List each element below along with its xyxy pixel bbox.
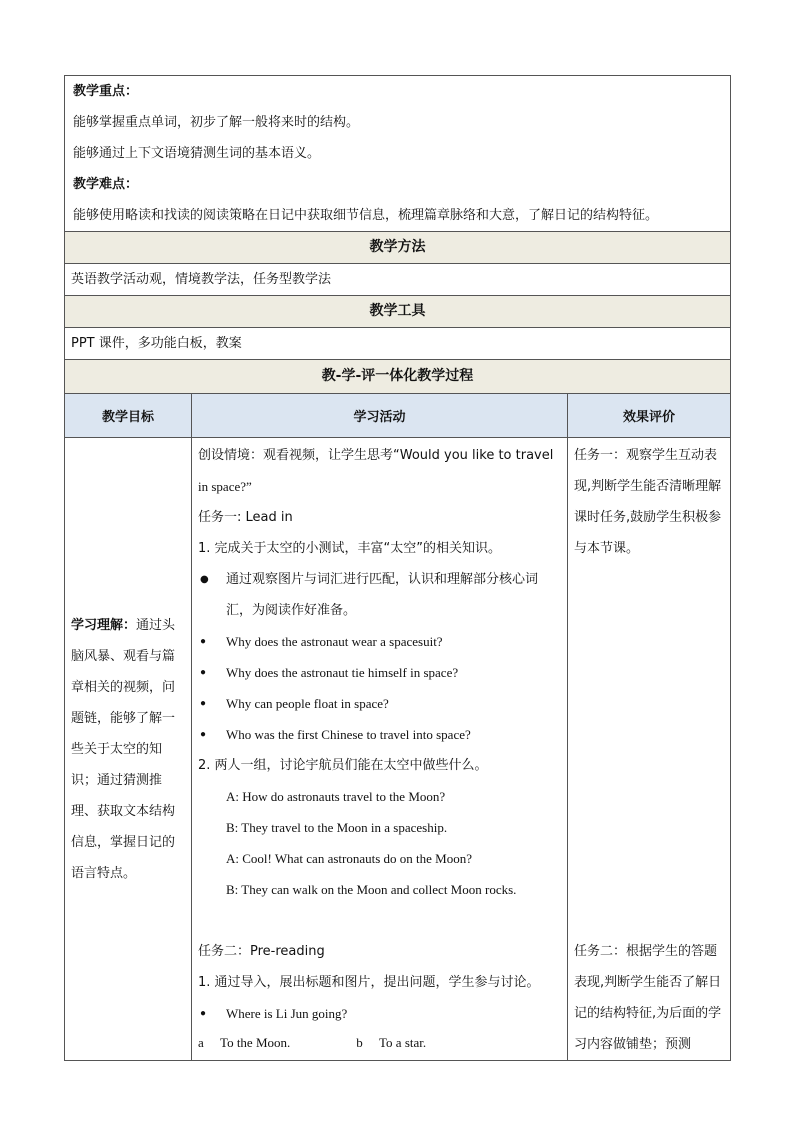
question-item [198, 998, 561, 1029]
bullet-icon: ● [200, 636, 207, 647]
evaluation-task1: 任务一：观察学生互动表现,判断学生能否清晰理解课时任务,鼓励学生积极参与本节课。 [574, 448, 722, 556]
goal-text: 通过头脑风暴、观看与篇章相关的视频，问题链，能够了解一些关于太空的知识；通过猜测推理、获取文本结构信息，掌握日记的语言特点。 [71, 617, 176, 881]
difficult-points-title: 教学难点： [73, 177, 139, 192]
method-header-row [65, 232, 731, 264]
spacer [198, 905, 561, 936]
tools-content: PPT 课件，多功能白板，教案 [65, 328, 731, 360]
activity-cell [192, 438, 568, 1061]
bullet-icon: ● [200, 698, 207, 709]
dialog-line: A: How do astronauts travel to the Moon? [226, 789, 446, 804]
process-title: 教-学-评一体化教学过程 [65, 360, 731, 394]
column-header-row [65, 394, 731, 438]
task1-title: 任务一: Lead in [198, 510, 293, 525]
method-content: 英语教学活动观，情境教学法，任务型教学法 [65, 264, 731, 296]
key-points-title: 教学重点： [73, 84, 139, 99]
question-text: Why does the astronaut tie himself in space? [226, 665, 459, 680]
tools-header-row [65, 296, 731, 328]
evaluation-cell [568, 438, 731, 1061]
question-item [198, 657, 561, 688]
tools-title: 教学工具 [65, 296, 731, 328]
evaluation-task2: 任务二：根据学生的答题表现,判断学生能否了解日记的结构特征,为后面的学习内容做铺垫；预测 [574, 944, 722, 1052]
intro-line-2: in space?” [198, 479, 252, 494]
options-line [198, 1029, 561, 1057]
spacer [574, 564, 724, 936]
lesson-plan-page [64, 75, 730, 1061]
col-header-eval: 效果评价 [568, 394, 731, 438]
bullet-text: 通过观察图片与词汇进行匹配，认识和理解部分核心词 [226, 572, 539, 587]
task1-step2: 2. 两人一组，讨论宇航员们能在太空中做些什么。 [198, 758, 488, 773]
col-header-activity: 学习活动 [192, 394, 568, 438]
question-item [198, 626, 561, 657]
method-title: 教学方法 [65, 232, 731, 264]
tools-content-row [65, 328, 731, 360]
dialog-line: A: Cool! What can astronauts do on the Moon? [226, 851, 472, 866]
option-b-letter: b [356, 1035, 363, 1050]
key-points-row [65, 76, 731, 232]
lesson-plan-table [64, 75, 731, 1061]
goal-label: 学习理解： [71, 617, 137, 633]
question-text: Where is Li Jun going? [226, 1006, 348, 1021]
option-a-text: To the Moon. [220, 1035, 291, 1050]
key-point-2: 能够通过上下文语境猜测生词的基本语义。 [73, 146, 321, 161]
difficult-point-1: 能够使用略读和找读的阅读策略在日记中获取细节信息，梳理篇章脉络和大意，了解日记的结构特征。 [73, 208, 659, 223]
question-item [198, 719, 561, 750]
question-item [198, 688, 561, 719]
bullet-icon: ● [200, 667, 207, 678]
question-text: Who was the first Chinese to travel into space? [226, 727, 471, 742]
question-text: Why does the astronaut wear a spacesuit? [226, 634, 443, 649]
process-body-row [65, 438, 731, 1061]
col-header-goal: 教学目标 [65, 394, 192, 438]
method-content-row [65, 264, 731, 296]
goal-cell [65, 438, 192, 1061]
bullet-icon: ● [200, 1008, 207, 1019]
process-header-row [65, 360, 731, 394]
bullet-icon: ● [200, 574, 209, 585]
option-b-text: To a star. [379, 1035, 427, 1050]
dialog-line: B: They travel to the Moon in a spaceship. [226, 820, 448, 835]
intro-line-1: 创设情境：观看视频，让学生思考“Would you like to travel [198, 448, 554, 463]
bullet-item [198, 564, 561, 595]
task2-title: 任务二：Pre-reading [198, 944, 325, 959]
dialog-line: B: They can walk on the Moon and collect Moon rocks. [226, 882, 517, 897]
task2-step1: 1. 通过导入，展出标题和图片，提出问题，学生参与讨论。 [198, 975, 540, 990]
bullet-icon: ● [200, 729, 207, 740]
question-text: Why can people float in space? [226, 696, 389, 711]
key-point-1: 能够掌握重点单词，初步了解一般将来时的结构。 [73, 115, 360, 130]
option-a-letter: a [198, 1035, 204, 1050]
task1-step1: 1. 完成关于太空的小测试，丰富“太空”的相关知识。 [198, 541, 502, 556]
bullet-text-cont: 汇，为阅读作好准备。 [226, 603, 357, 618]
